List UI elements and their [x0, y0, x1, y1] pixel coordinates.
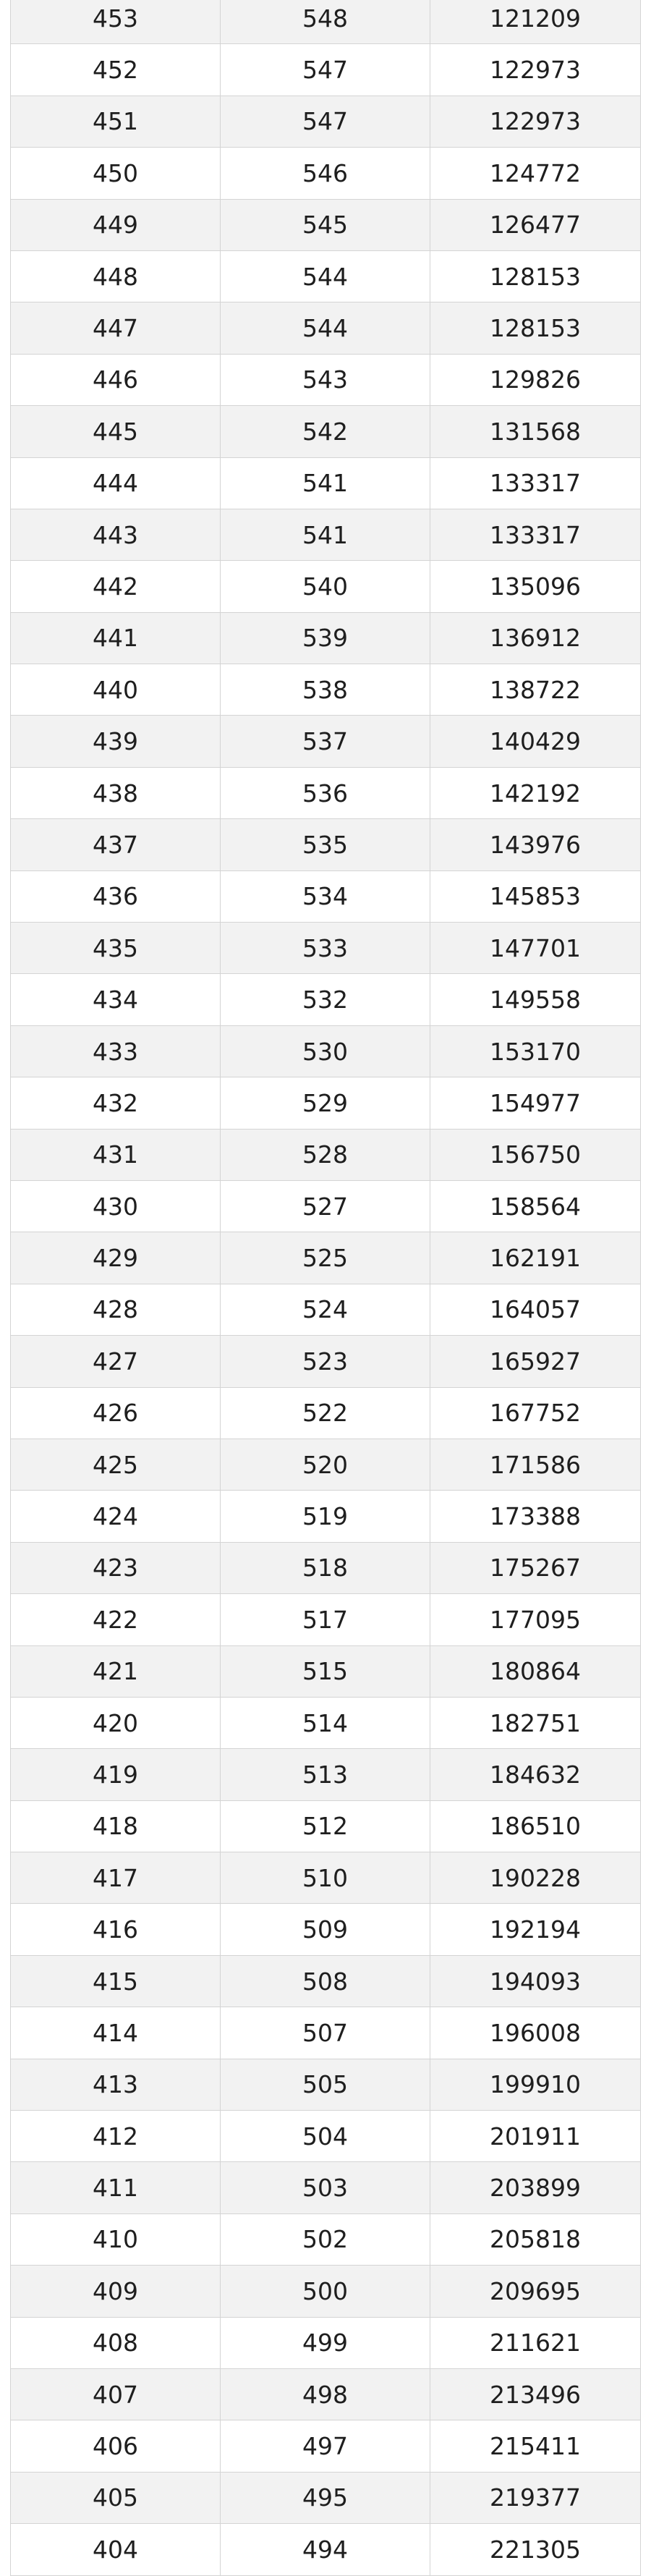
table-row	[11, 406, 641, 457]
table-cell: 517	[221, 1594, 430, 1645]
table-row	[11, 2472, 641, 2523]
table-cell: 129826	[430, 354, 641, 405]
table-cell: 544	[221, 302, 430, 354]
table-cell: 497	[221, 2420, 430, 2472]
table-cell: 425	[11, 1439, 221, 1490]
table-row	[11, 1697, 641, 1748]
table-cell: 199910	[430, 2059, 641, 2110]
table-cell: 433	[11, 1025, 221, 1077]
table-cell: 540	[221, 561, 430, 612]
table-cell: 443	[11, 509, 221, 560]
table-cell: 419	[11, 1749, 221, 1800]
table-cell: 186510	[430, 1800, 641, 1852]
table-cell: 133317	[430, 509, 641, 560]
table-cell: 415	[11, 1955, 221, 2007]
table-cell: 158564	[430, 1180, 641, 1232]
table-row	[11, 1852, 641, 1904]
table-row	[11, 870, 641, 922]
table-row	[11, 1387, 641, 1439]
table-cell: 417	[11, 1852, 221, 1904]
table-cell: 406	[11, 2420, 221, 2472]
table-cell: 404	[11, 2524, 221, 2575]
table-cell: 440	[11, 664, 221, 716]
table-cell: 514	[221, 1697, 430, 1748]
table-cell: 495	[221, 2472, 430, 2523]
table-cell: 405	[11, 2472, 221, 2523]
table-cell: 451	[11, 96, 221, 147]
table-cell: 182751	[430, 1697, 641, 1748]
table-row	[11, 974, 641, 1025]
table-cell: 173388	[430, 1491, 641, 1542]
table-cell: 149558	[430, 974, 641, 1025]
table-cell: 221305	[430, 2524, 641, 2575]
table-row	[11, 250, 641, 302]
table-cell: 410	[11, 2213, 221, 2265]
table-cell: 505	[221, 2059, 430, 2110]
table-cell: 447	[11, 302, 221, 354]
table-cell: 523	[221, 1336, 430, 1387]
table-cell: 219377	[430, 2472, 641, 2523]
table-cell: 407	[11, 2368, 221, 2420]
table-cell: 547	[221, 96, 430, 147]
table-cell: 128153	[430, 302, 641, 354]
table-cell: 503	[221, 2162, 430, 2213]
table-cell: 543	[221, 354, 430, 405]
table-cell: 431	[11, 1129, 221, 1180]
table-cell: 547	[221, 44, 430, 96]
table-cell: 446	[11, 354, 221, 405]
table-row	[11, 2524, 641, 2575]
table-row	[11, 612, 641, 664]
table-cell: 135096	[430, 561, 641, 612]
table-cell: 167752	[430, 1387, 641, 1439]
table-row	[11, 1025, 641, 1077]
table-cell: 145853	[430, 870, 641, 922]
table-cell: 142192	[430, 767, 641, 818]
table-cell: 442	[11, 561, 221, 612]
table-row	[11, 44, 641, 96]
table-cell: 413	[11, 2059, 221, 2110]
table-cell: 162191	[430, 1232, 641, 1284]
table-cell: 450	[11, 148, 221, 199]
table-cell: 509	[221, 1904, 430, 1955]
table-cell: 411	[11, 2162, 221, 2213]
table-cell: 499	[221, 2317, 430, 2368]
table-cell: 213496	[430, 2368, 641, 2420]
table-row	[11, 2111, 641, 2162]
table-cell: 140429	[430, 716, 641, 767]
table-cell: 201911	[430, 2111, 641, 2162]
table-row	[11, 302, 641, 354]
table-cell: 180864	[430, 1645, 641, 1697]
table-cell: 424	[11, 1491, 221, 1542]
table-row	[11, 1284, 641, 1335]
table-cell: 527	[221, 1180, 430, 1232]
table-cell: 196008	[430, 2007, 641, 2059]
table-cell: 205818	[430, 2213, 641, 2265]
table-cell: 515	[221, 1645, 430, 1697]
table-row	[11, 96, 641, 147]
table-cell: 133317	[430, 457, 641, 509]
table-cell: 122973	[430, 44, 641, 96]
table-cell: 453	[11, 0, 221, 44]
table-cell: 510	[221, 1852, 430, 1904]
table-row	[11, 1439, 641, 1490]
table-cell: 128153	[430, 250, 641, 302]
table-cell: 423	[11, 1542, 221, 1593]
table-cell: 508	[221, 1955, 430, 2007]
table-cell: 432	[11, 1077, 221, 1129]
table-cell: 211621	[430, 2317, 641, 2368]
table-row	[11, 2266, 641, 2317]
table-cell: 524	[221, 1284, 430, 1335]
table-cell: 192194	[430, 1904, 641, 1955]
table-cell: 121209	[430, 0, 641, 44]
table-cell: 529	[221, 1077, 430, 1129]
table-cell: 143976	[430, 819, 641, 870]
table-row	[11, 148, 641, 199]
table-row	[11, 1180, 641, 1232]
table-row	[11, 0, 641, 44]
table-cell: 418	[11, 1800, 221, 1852]
table-cell: 544	[221, 250, 430, 302]
table-row	[11, 1232, 641, 1284]
table-cell: 429	[11, 1232, 221, 1284]
table-cell: 502	[221, 2213, 430, 2265]
table-cell: 215411	[430, 2420, 641, 2472]
table-cell: 513	[221, 1749, 430, 1800]
table-row	[11, 2420, 641, 2472]
table-cell: 175267	[430, 1542, 641, 1593]
table-cell: 542	[221, 406, 430, 457]
table-cell: 441	[11, 612, 221, 664]
table-cell: 190228	[430, 1852, 641, 1904]
table-cell: 414	[11, 2007, 221, 2059]
table-cell: 421	[11, 1645, 221, 1697]
table-cell: 136912	[430, 612, 641, 664]
table-cell: 409	[11, 2266, 221, 2317]
table-row	[11, 457, 641, 509]
table-row	[11, 2162, 641, 2213]
table-cell: 444	[11, 457, 221, 509]
table-cell: 539	[221, 612, 430, 664]
table-cell: 545	[221, 199, 430, 250]
table-row	[11, 923, 641, 974]
table-cell: 131568	[430, 406, 641, 457]
table-cell: 449	[11, 199, 221, 250]
table-cell: 438	[11, 767, 221, 818]
table-cell: 427	[11, 1336, 221, 1387]
table-cell: 536	[221, 767, 430, 818]
table-cell: 498	[221, 2368, 430, 2420]
table-row	[11, 1491, 641, 1542]
table-cell: 154977	[430, 1077, 641, 1129]
table-cell: 546	[221, 148, 430, 199]
table-row	[11, 354, 641, 405]
table-cell: 412	[11, 2111, 221, 2162]
table-row	[11, 1594, 641, 1645]
table-cell: 422	[11, 1594, 221, 1645]
table-cell: 156750	[430, 1129, 641, 1180]
table-cell: 535	[221, 819, 430, 870]
score-rank-table	[10, 0, 641, 2576]
table-cell: 522	[221, 1387, 430, 1439]
table-row	[11, 509, 641, 560]
table-cell: 122973	[430, 96, 641, 147]
table-row	[11, 1955, 641, 2007]
table-row	[11, 1542, 641, 1593]
table-cell: 126477	[430, 199, 641, 250]
table-row	[11, 2317, 641, 2368]
table-cell: 538	[221, 664, 430, 716]
table-row	[11, 1904, 641, 1955]
table-row	[11, 1077, 641, 1129]
table-cell: 494	[221, 2524, 430, 2575]
table-row	[11, 2213, 641, 2265]
table-cell: 504	[221, 2111, 430, 2162]
table-cell: 124772	[430, 148, 641, 199]
table-cell: 528	[221, 1129, 430, 1180]
table-row	[11, 1749, 641, 1800]
table-row	[11, 1336, 641, 1387]
table-cell: 428	[11, 1284, 221, 1335]
table-cell: 153170	[430, 1025, 641, 1077]
table-cell: 537	[221, 716, 430, 767]
table-cell: 534	[221, 870, 430, 922]
table-row	[11, 1645, 641, 1697]
table-cell: 426	[11, 1387, 221, 1439]
table-cell: 165927	[430, 1336, 641, 1387]
table-cell: 525	[221, 1232, 430, 1284]
table-row	[11, 2059, 641, 2110]
table-cell: 203899	[430, 2162, 641, 2213]
table-cell: 445	[11, 406, 221, 457]
table-body	[11, 0, 641, 2575]
table-cell: 194093	[430, 1955, 641, 2007]
table-cell: 439	[11, 716, 221, 767]
table-cell: 518	[221, 1542, 430, 1593]
table-cell: 209695	[430, 2266, 641, 2317]
table-cell: 430	[11, 1180, 221, 1232]
table-row	[11, 2368, 641, 2420]
table-cell: 532	[221, 974, 430, 1025]
table-cell: 138722	[430, 664, 641, 716]
table-row	[11, 2007, 641, 2059]
table-cell: 408	[11, 2317, 221, 2368]
table-cell: 530	[221, 1025, 430, 1077]
table-row	[11, 199, 641, 250]
table-row	[11, 1129, 641, 1180]
table-cell: 184632	[430, 1749, 641, 1800]
table-row	[11, 561, 641, 612]
table-cell: 533	[221, 923, 430, 974]
table-cell: 164057	[430, 1284, 641, 1335]
table-cell: 436	[11, 870, 221, 922]
table-cell: 512	[221, 1800, 430, 1852]
table-cell: 434	[11, 974, 221, 1025]
table-cell: 519	[221, 1491, 430, 1542]
table-cell: 435	[11, 923, 221, 974]
table-cell: 541	[221, 457, 430, 509]
table-cell: 520	[221, 1439, 430, 1490]
table-row	[11, 716, 641, 767]
table-cell: 500	[221, 2266, 430, 2317]
table-cell: 171586	[430, 1439, 641, 1490]
table-cell: 147701	[430, 923, 641, 974]
table-cell: 448	[11, 250, 221, 302]
table-cell: 416	[11, 1904, 221, 1955]
table-row	[11, 767, 641, 818]
table-cell: 548	[221, 0, 430, 44]
table-cell: 177095	[430, 1594, 641, 1645]
table-cell: 452	[11, 44, 221, 96]
table-row	[11, 664, 641, 716]
table-cell: 420	[11, 1697, 221, 1748]
table-row	[11, 1800, 641, 1852]
table-cell: 541	[221, 509, 430, 560]
table-cell: 507	[221, 2007, 430, 2059]
table-row	[11, 819, 641, 870]
table-cell: 437	[11, 819, 221, 870]
